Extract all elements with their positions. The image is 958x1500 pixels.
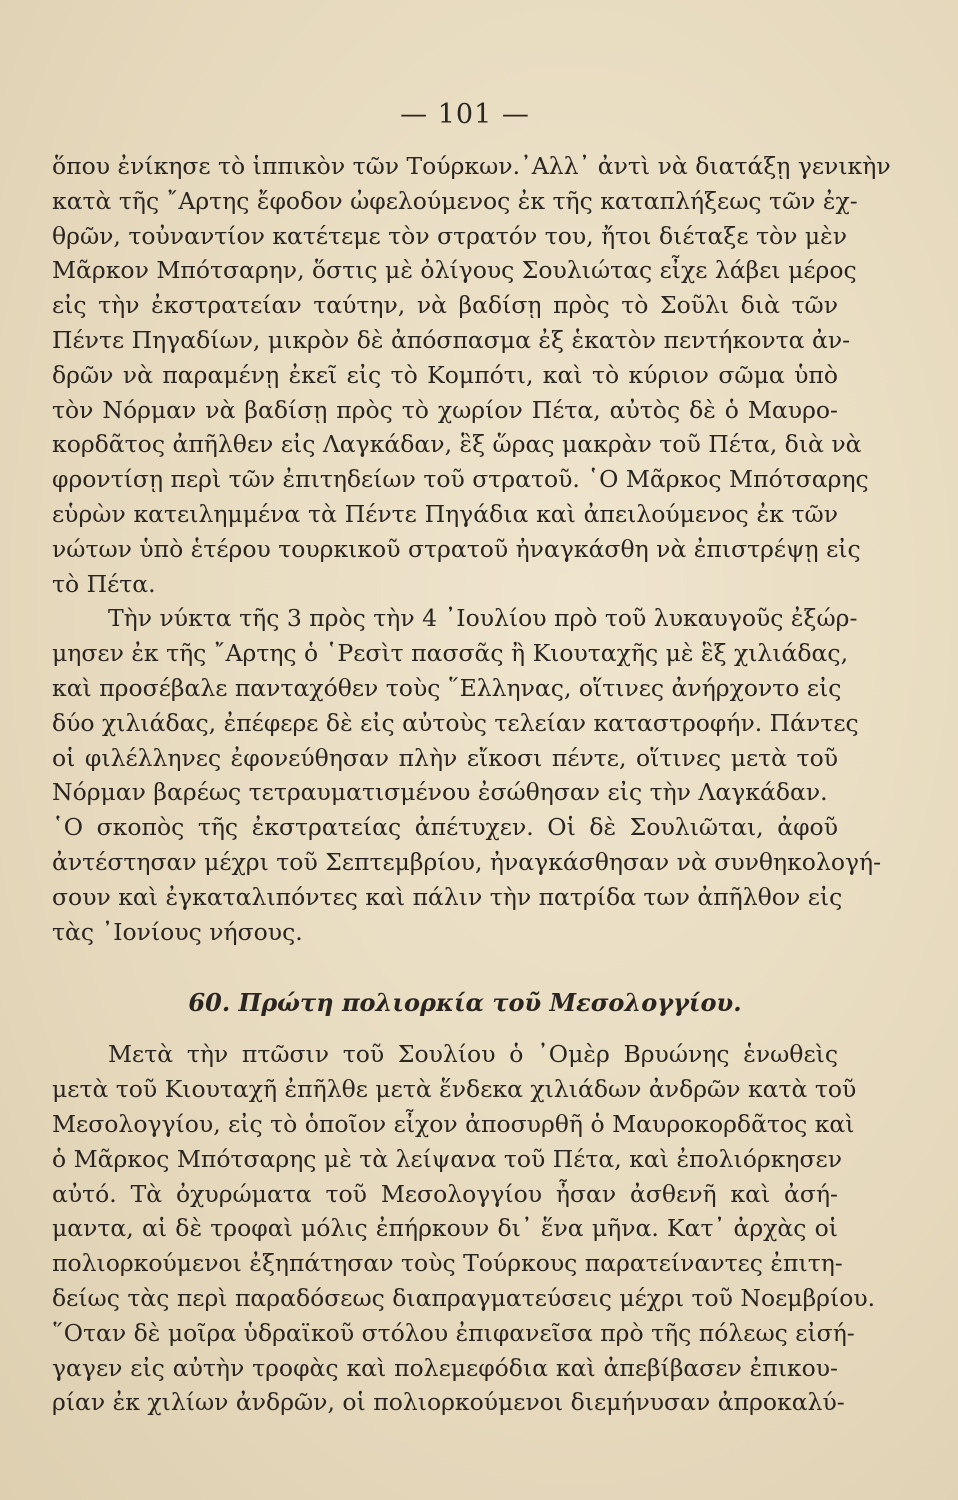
paragraph	[52, 149, 891, 601]
text-line: ρίαν ἐκ χιλίων ἀνδρῶν, οἱ πολιορκούμενοι διεμήνυσαν ἀπροκαλύ-	[52, 1388, 845, 1417]
text-line: ῾Ο σκοπὸς τῆς ἐκστρατείας ἀπέτυχεν. Οἱ δὲ Σουλιῶται, ἀφοῦ	[52, 813, 838, 842]
text-line: τὰς ᾽Ιονίους νήσους.	[52, 917, 303, 946]
text-line: σουν καὶ ἐγκαταλιπόντες καὶ πάλιν τὴν πατρίδα των ἀπῆλθον εἰς	[52, 882, 843, 911]
paragraph	[52, 601, 859, 810]
book-page	[52, 95, 891, 1420]
text-line: μησεν ἐκ τῆς ῎Αρτης ὁ ῾Ρεσὶτ πασσᾶς ἢ Κιουταχῆς μὲ ἓξ χιλιάδας,	[52, 639, 849, 668]
section-heading: 60. Πρώτη πολιορκία τοῦ Μεσολογγίου.	[188, 988, 742, 1018]
text-line: Νόρμαν βαρέως τετραυματισμένου ἐσώθησαν εἰς τὴν Λαγκάδαν.	[52, 778, 828, 807]
text-line: κατὰ τῆς ῎Αρτης ἔφοδον ὠφελούμενος ἐκ τῆς καταπλήξεως τῶν ἐχ-	[52, 186, 858, 215]
text-line: δρῶν νὰ παραμένῃ ἐκεῖ εἰς τὸ Κομπότι, καὶ τὸ κύριον σῶμα ὑπὸ	[52, 360, 838, 389]
text-line: μετὰ τοῦ Κιουταχῆ ἐπῆλθε μετὰ ἕνδεκα χιλιάδων ἀνδρῶν κατὰ τοῦ	[52, 1075, 857, 1104]
text-before-heading	[52, 149, 891, 949]
text-line: φροντίσῃ περὶ τῶν ἐπιτηδείων τοῦ στρατοῦ. ῾Ο Μᾶρκος Μπότσαρης	[52, 465, 869, 494]
text-line: δείως τὰς περὶ παραδόσεως διαπραγματεύσεις μέχρι τοῦ Νοεμβρίου.	[52, 1283, 876, 1312]
text-line: Μετὰ τὴν πτῶσιν τοῦ Σουλίου ὁ ᾽Ομὲρ Βρυώνης ἑνωθεὶς	[108, 1040, 838, 1069]
paragraph	[52, 1037, 876, 1420]
text-line: τὸ Πέτα.	[52, 569, 156, 598]
text-line: ῞Οταν δὲ μοῖρα ὑδραϊκοῦ στόλου ἐπιφανεῖσα πρὸ τῆς πόλεως εἰσή-	[52, 1318, 855, 1347]
text-line: εἰς τὴν ἐκστρατείαν ταύτην, νὰ βαδίσῃ πρὸς τὸ Σοῦλι διὰ τῶν	[52, 291, 838, 320]
text-line: εὑρὼν κατειλημμένα τὰ Πέντε Πηγάδια καὶ ἀπειλούμενος ἐκ τῶν	[52, 499, 838, 528]
text-line: ἀντέστησαν μέχρι τοῦ Σεπτεμβρίου, ἠναγκάσθησαν νὰ συνθηκολογή-	[52, 847, 882, 876]
text-line: καὶ προσέβαλε πανταχόθεν τοὺς ῞Ελληνας, οἵτινες ἀνήρχοντο εἰς	[52, 673, 842, 702]
text-line: Τὴν νύκτα τῆς 3 πρὸς τὴν 4 ᾽Ιουλίου πρὸ τοῦ λυκαυγοῦς ἐξώρ-	[108, 604, 858, 633]
page-number: — 101 —	[400, 99, 530, 130]
text-line: θρῶν, τοὐναντίον κατέτεμε τὸν στρατόν του, ἤτοι διέταξε τὸν μὲν	[52, 221, 848, 250]
text-line: πολιορκούμενοι ἐξηπάτησαν τοὺς Τούρκους παρατείναντες ἐπιτη-	[52, 1249, 843, 1278]
text-line: οἱ φιλέλληνες ἐφονεύθησαν πλὴν εἴκοσι πέντε, οἵτινες μετὰ τοῦ	[52, 743, 838, 772]
text-line: γαγεν εἰς αὐτὴν τροφὰς καὶ πολεμεφόδια καὶ ἀπεβίβασεν ἐπικου-	[52, 1353, 838, 1382]
text-line: μαντα, αἱ δὲ τροφαὶ μόλις ἐπήρκουν δι᾽ ἕνα μῆνα. Κατ᾽ ἀρχὰς οἱ	[52, 1214, 838, 1243]
text-line: Μᾶρκον Μπότσαρην, ὅστις μὲ ὀλίγους Σουλιώτας εἶχε λάβει μέρος	[52, 256, 857, 285]
text-line: δύο χιλιάδας, ἐπέφερε δὲ εἰς αὐτοὺς τελείαν καταστροφήν. Πάντες	[52, 708, 859, 737]
text-line: Πέντε Πηγαδίων, μικρὸν δὲ ἀπόσπασμα ἐξ ἑκατὸν πεντήκοντα ἀν-	[52, 325, 851, 354]
text-line: τὸν Νόρμαν νὰ βαδίσῃ πρὸς τὸ χωρίον Πέτα, αὐτὸς δὲ ὁ Μαυρο-	[52, 395, 838, 424]
text-line: ὁ Μᾶρκος Μπότσαρης μὲ τὰ λείψανα τοῦ Πέτα, καὶ ἐπολιόρκησεν	[52, 1144, 842, 1173]
text-after-heading	[52, 1037, 876, 1420]
text-line: ὅπου ἐνίκησε τὸ ἱππικὸν τῶν Τούρκων.᾽Αλλ᾽ ἀντὶ νὰ διατάξῃ γενικὴν	[52, 152, 891, 180]
text-line: κορδᾶτος ἀπῆλθεν εἰς Λαγκάδαν, ἓξ ὥρας μακρὰν τοῦ Πέτα, διὰ νὰ	[52, 430, 862, 459]
text-line: αὐτό. Τὰ ὀχυρώματα τοῦ Μεσολογγίου ἦσαν ἀσθενῆ καὶ ἀσή-	[52, 1179, 838, 1208]
paragraph	[52, 810, 882, 949]
text-line: νώτων ὑπὸ ἑτέρου τουρκικοῦ στρατοῦ ἠναγκάσθη νὰ ἐπιστρέψῃ εἰς	[52, 534, 861, 563]
section-gap	[52, 949, 838, 983]
text-line: Μεσολογγίου, εἰς τὸ ὁποῖον εἶχον ἀποσυρθῆ ὁ Μαυροκορδᾶτος καὶ	[52, 1109, 855, 1138]
